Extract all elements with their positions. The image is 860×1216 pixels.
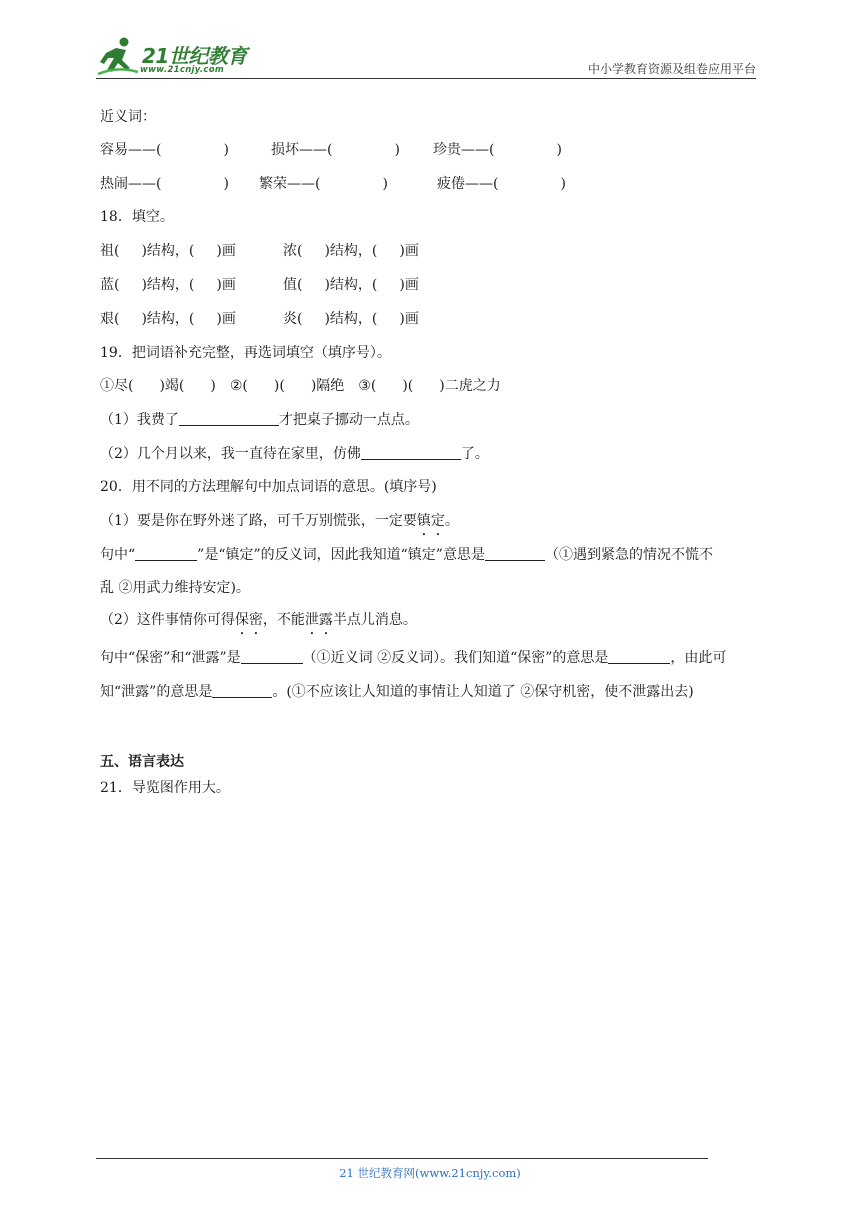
q19-s2-text: 了。 [460, 446, 489, 462]
synonym-row-1 [100, 140, 229, 160]
q20-s2-text: 半点儿消息。 [332, 612, 417, 628]
synonym-row-1b [271, 140, 400, 160]
synonyms-title: 近义词： [100, 109, 156, 125]
q18-cell: )结构，( [324, 277, 378, 293]
emphasis-char: 保 [234, 612, 249, 628]
q19-option: )二虎之力 [439, 378, 501, 394]
q20-title: 20．用不同的方法理解句中加点词语的意思。(填序号) [100, 479, 437, 495]
q18-cell: 艰( [100, 311, 120, 327]
footer-divider [96, 1158, 708, 1159]
q18-cell: )结构，( [324, 311, 378, 327]
q19-title: 19．把词语补充完整，再选词填空（填序号）。 [100, 345, 391, 361]
synonym-item: ) [223, 176, 229, 192]
q18-cell: )画 [216, 243, 236, 259]
logo-url: www.21cnjy.com [140, 65, 224, 75]
synonym-item: 疲倦——( [437, 176, 499, 192]
q20-text: 句中“保密”和“泄露”是 [100, 650, 241, 666]
answer-blank[interactable] [135, 545, 197, 561]
q20-line-2: 乱 ②用武力维持安定)。 [100, 580, 250, 596]
q20-text: ”是“镇定”的反义词，因此我知道“镇定”意思是 [197, 547, 485, 563]
q20-line-4 [100, 682, 694, 702]
q19-option: )( [273, 378, 285, 394]
q19-s1-text: 才把桌子挪动一点点。 [278, 412, 419, 428]
q18-cell: 祖( [100, 243, 120, 259]
q18-cell: )画 [216, 311, 236, 327]
q20-line-3 [100, 648, 726, 668]
q18-row-2b [283, 275, 419, 295]
answer-blank[interactable] [179, 410, 279, 426]
emphasis-char: 镇 [416, 513, 431, 529]
synonym-row-2 [100, 174, 229, 194]
emphasis-char: 泄 [304, 612, 319, 628]
q21-title: 21．导览图作用大。 [100, 780, 230, 796]
q18-cell: )画 [216, 277, 236, 293]
footer-site-link[interactable]: 21 世纪教育网(www.21cnjy.com) [339, 1166, 521, 1180]
synonym-row-2c [437, 174, 566, 194]
q20-line-1 [100, 545, 713, 565]
q18-cell: )结构，( [141, 243, 195, 259]
q19-option: )竭( [159, 378, 185, 394]
emphasis-char: 露 [318, 612, 333, 628]
answer-blank[interactable] [212, 682, 272, 698]
q19-s1-text: （1）我费了 [100, 412, 179, 428]
q20-s1-text: （1）要是你在野外迷了路，可千万别慌张，一定要 [100, 513, 417, 529]
q20-text: ，由此可 [670, 650, 727, 666]
synonym-item: ) [560, 176, 566, 192]
q19-option: ②( [229, 378, 248, 394]
q20-s2-text: ，不能 [262, 612, 305, 628]
q19-option: )( [402, 378, 414, 394]
q20-text: 知“泄露”的意思是 [100, 684, 213, 700]
q19-sentence-2 [100, 444, 489, 464]
q19-option: ) [210, 378, 216, 394]
q18-cell: )结构，( [141, 311, 195, 327]
q18-row-1 [100, 241, 236, 261]
header-platform-name: 中小学教育资源及组卷应用平台 [587, 62, 756, 76]
emphasis-char: 密 [248, 612, 263, 628]
q20-s1-text: 。 [444, 513, 459, 529]
header-divider [96, 78, 756, 79]
synonym-item: ) [394, 142, 400, 158]
q18-row-3b [283, 309, 419, 329]
q18-title: 18．填空。 [100, 209, 174, 225]
q18-cell: )画 [399, 243, 419, 259]
synonym-row-2b [259, 174, 388, 194]
q18-cell: 炎( [283, 311, 303, 327]
q20-s2-text: （2）这件事情你可得 [100, 612, 235, 628]
q20-text: 句中“ [100, 547, 136, 563]
q18-cell: )画 [399, 277, 419, 293]
answer-blank[interactable] [485, 545, 545, 561]
q20-sentence-2 [100, 610, 417, 630]
section-5-heading: 五、语言表达 [100, 754, 184, 770]
synonym-item: ) [382, 176, 388, 192]
q18-row-1b [283, 241, 419, 261]
answer-blank[interactable] [608, 648, 670, 664]
q18-cell: )结构，( [141, 277, 195, 293]
logo-text: 21世纪教育 [142, 44, 247, 68]
q18-cell: 浓( [283, 243, 303, 259]
synonym-item: ) [556, 142, 562, 158]
synonym-item: ) [223, 142, 229, 158]
q19-s2-text: （2）几个月以来，我一直待在家里，仿佛 [100, 446, 361, 462]
q19-option: ①尽( [100, 378, 134, 394]
answer-blank[interactable] [361, 444, 461, 460]
synonym-item: 珍贵——( [433, 142, 495, 158]
q18-row-3 [100, 309, 236, 329]
emphasis-char: 定 [430, 513, 445, 529]
synonym-item: 繁荣——( [259, 176, 321, 192]
q19-option: ③( [358, 378, 377, 394]
q19-options [100, 376, 501, 396]
q18-cell: )结构，( [324, 243, 378, 259]
synonym-item: 容易——( [100, 142, 162, 158]
q19-option: )隔绝 [310, 378, 345, 394]
synonym-item: 热闹——( [100, 176, 162, 192]
synonym-item: 损坏——( [271, 142, 333, 158]
q18-cell: )画 [399, 311, 419, 327]
synonym-row-1c [433, 140, 562, 160]
site-logo [96, 34, 266, 80]
q20-text: 。(①不应该让人知道的事情让人知道了 ②保守机密，使不泄露出去) [272, 684, 694, 700]
q20-text: （①近义词 ②反义词）。我们知道“保密”的意思是 [302, 650, 609, 666]
q18-cell: 值( [283, 277, 303, 293]
q20-text: （①遇到紧急的情况不慌不 [544, 547, 713, 563]
runner-logo-icon [96, 36, 140, 78]
answer-blank[interactable] [241, 648, 303, 664]
q19-sentence-1 [100, 410, 419, 430]
q18-row-2 [100, 275, 236, 295]
q18-cell: 蓝( [100, 277, 120, 293]
q20-sentence-1 [100, 511, 459, 531]
